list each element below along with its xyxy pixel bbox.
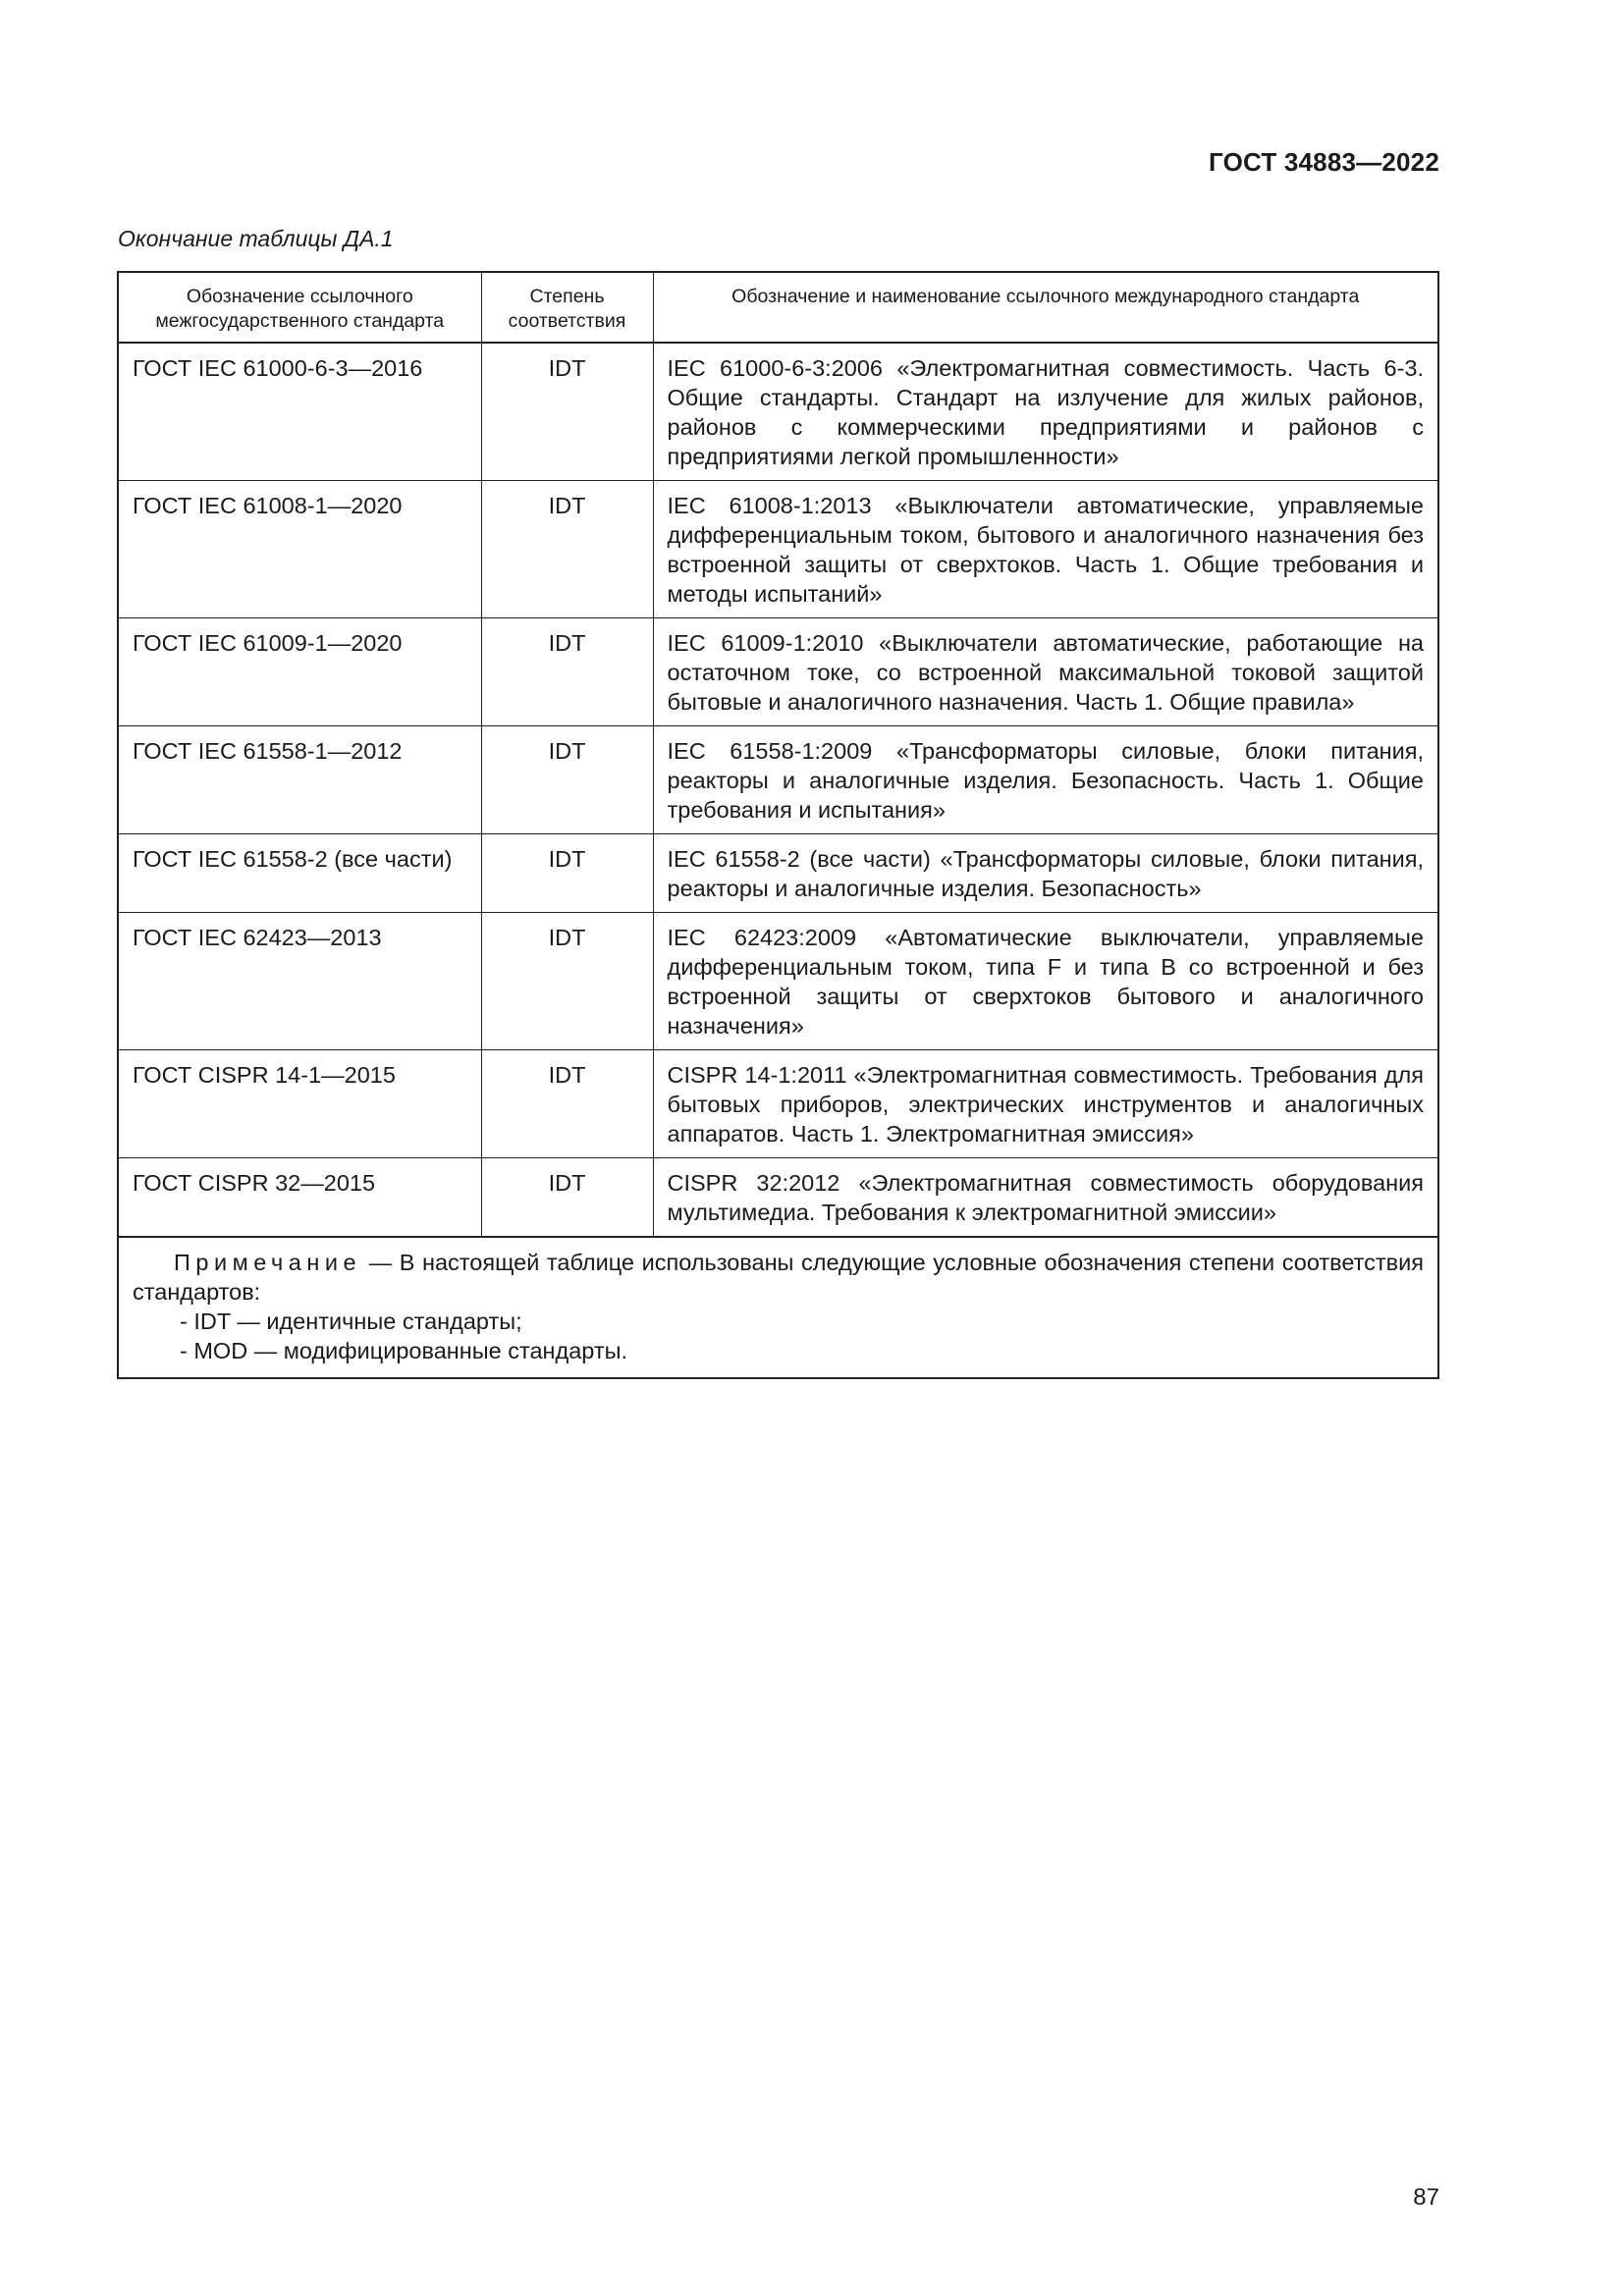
table-note <box>118 1237 1438 1378</box>
note-list-item: - MOD — модифицированные стандарты. <box>180 1338 628 1363</box>
table-row <box>118 618 1438 726</box>
cell-international: IEC 62423:2009 «Автоматические выключатели, управляемые дифференциальным током, типа F и типа B со встроенной и без встроенной защиты от сверхтоков бытового и аналогичного назначения» <box>653 913 1438 1050</box>
cell-interstate: ГОСТ IEC 61558-1—2012 <box>118 726 481 834</box>
table-note-row <box>118 1237 1438 1378</box>
cell-degree: IDT <box>481 834 653 913</box>
table-row <box>118 726 1438 834</box>
document-code: ГОСТ 34883—2022 <box>1209 147 1439 177</box>
table-row <box>118 834 1438 913</box>
cell-degree: IDT <box>481 726 653 834</box>
cell-international: CISPR 32:2012 «Электромагнитная совместимость оборудования мультимедиа. Требования к электромагнитной эмиссии» <box>653 1158 1438 1238</box>
reference-standards-table <box>117 271 1439 1379</box>
cell-international: IEC 61558-2 (все части) «Трансформаторы силовые, блоки питания, реакторы и аналогичные изделия. Безопасность» <box>653 834 1438 913</box>
cell-interstate: ГОСТ IEC 61558-2 (все части) <box>118 834 481 913</box>
page-number: 87 <box>1413 2184 1439 2211</box>
cell-interstate: ГОСТ CISPR 14-1—2015 <box>118 1050 481 1158</box>
note-text: — В настоящей таблице использованы следующие условные обозначения степени соответствия стандартов: <box>133 1250 1424 1305</box>
note-list <box>133 1307 1424 1365</box>
cell-degree: IDT <box>481 1050 653 1158</box>
cell-degree: IDT <box>481 1158 653 1238</box>
cell-interstate: ГОСТ CISPR 32—2015 <box>118 1158 481 1238</box>
note-label: Примечание <box>174 1250 362 1275</box>
table-row <box>118 913 1438 1050</box>
note-list-item: - IDT — идентичные стандарты; <box>180 1308 522 1334</box>
cell-international: IEC 61009-1:2010 «Выключатели автоматические, работающие на остаточном токе, со встроенной максимальной токовой защитой бытовые и аналогичного назначения. Часть 1. Общие правила» <box>653 618 1438 726</box>
cell-international: IEC 61000-6-3:2006 «Электромагнитная совместимость. Часть 6-3. Общие стандарты. Стандарт на излучение для жилых районов, районов с коммерческими предприятиями и районов с предприятиями легкой промышленности» <box>653 343 1438 481</box>
table-row <box>118 1050 1438 1158</box>
cell-interstate: ГОСТ IEC 62423—2013 <box>118 913 481 1050</box>
table-row <box>118 1158 1438 1238</box>
cell-degree: IDT <box>481 913 653 1050</box>
table-header-row <box>118 272 1438 343</box>
column-header-interstate: Обозначение ссылочного межгосударственного стандарта <box>118 272 481 343</box>
cell-international: IEC 61558-1:2009 «Трансформаторы силовые, блоки питания, реакторы и аналогичные изделия. Безопасность. Часть 1. Общие требования и испытания» <box>653 726 1438 834</box>
table-caption: Окончание таблицы ДА.1 <box>118 226 394 251</box>
cell-degree: IDT <box>481 481 653 618</box>
cell-international: IEC 61008-1:2013 «Выключатели автоматические, управляемые дифференциальным током, бытового и аналогичного назначения без встроенной защиты от сверхтоков. Часть 1. Общие требования и методы испытаний» <box>653 481 1438 618</box>
table-row <box>118 343 1438 481</box>
note-paragraph <box>133 1248 1424 1307</box>
cell-interstate: ГОСТ IEC 61008-1—2020 <box>118 481 481 618</box>
cell-interstate: ГОСТ IEC 61009-1—2020 <box>118 618 481 726</box>
column-header-degree: Степень соответствия <box>481 272 653 343</box>
column-header-international: Обозначение и наименование ссылочного международного стандарта <box>653 272 1438 343</box>
cell-international: CISPR 14-1:2011 «Электромагнитная совместимость. Требования для бытовых приборов, электрических инструментов и аналогичных аппаратов. Часть 1. Электромагнитная эмиссия» <box>653 1050 1438 1158</box>
cell-degree: IDT <box>481 618 653 726</box>
table-row <box>118 481 1438 618</box>
cell-degree: IDT <box>481 343 653 481</box>
cell-interstate: ГОСТ IEC 61000-6-3—2016 <box>118 343 481 481</box>
